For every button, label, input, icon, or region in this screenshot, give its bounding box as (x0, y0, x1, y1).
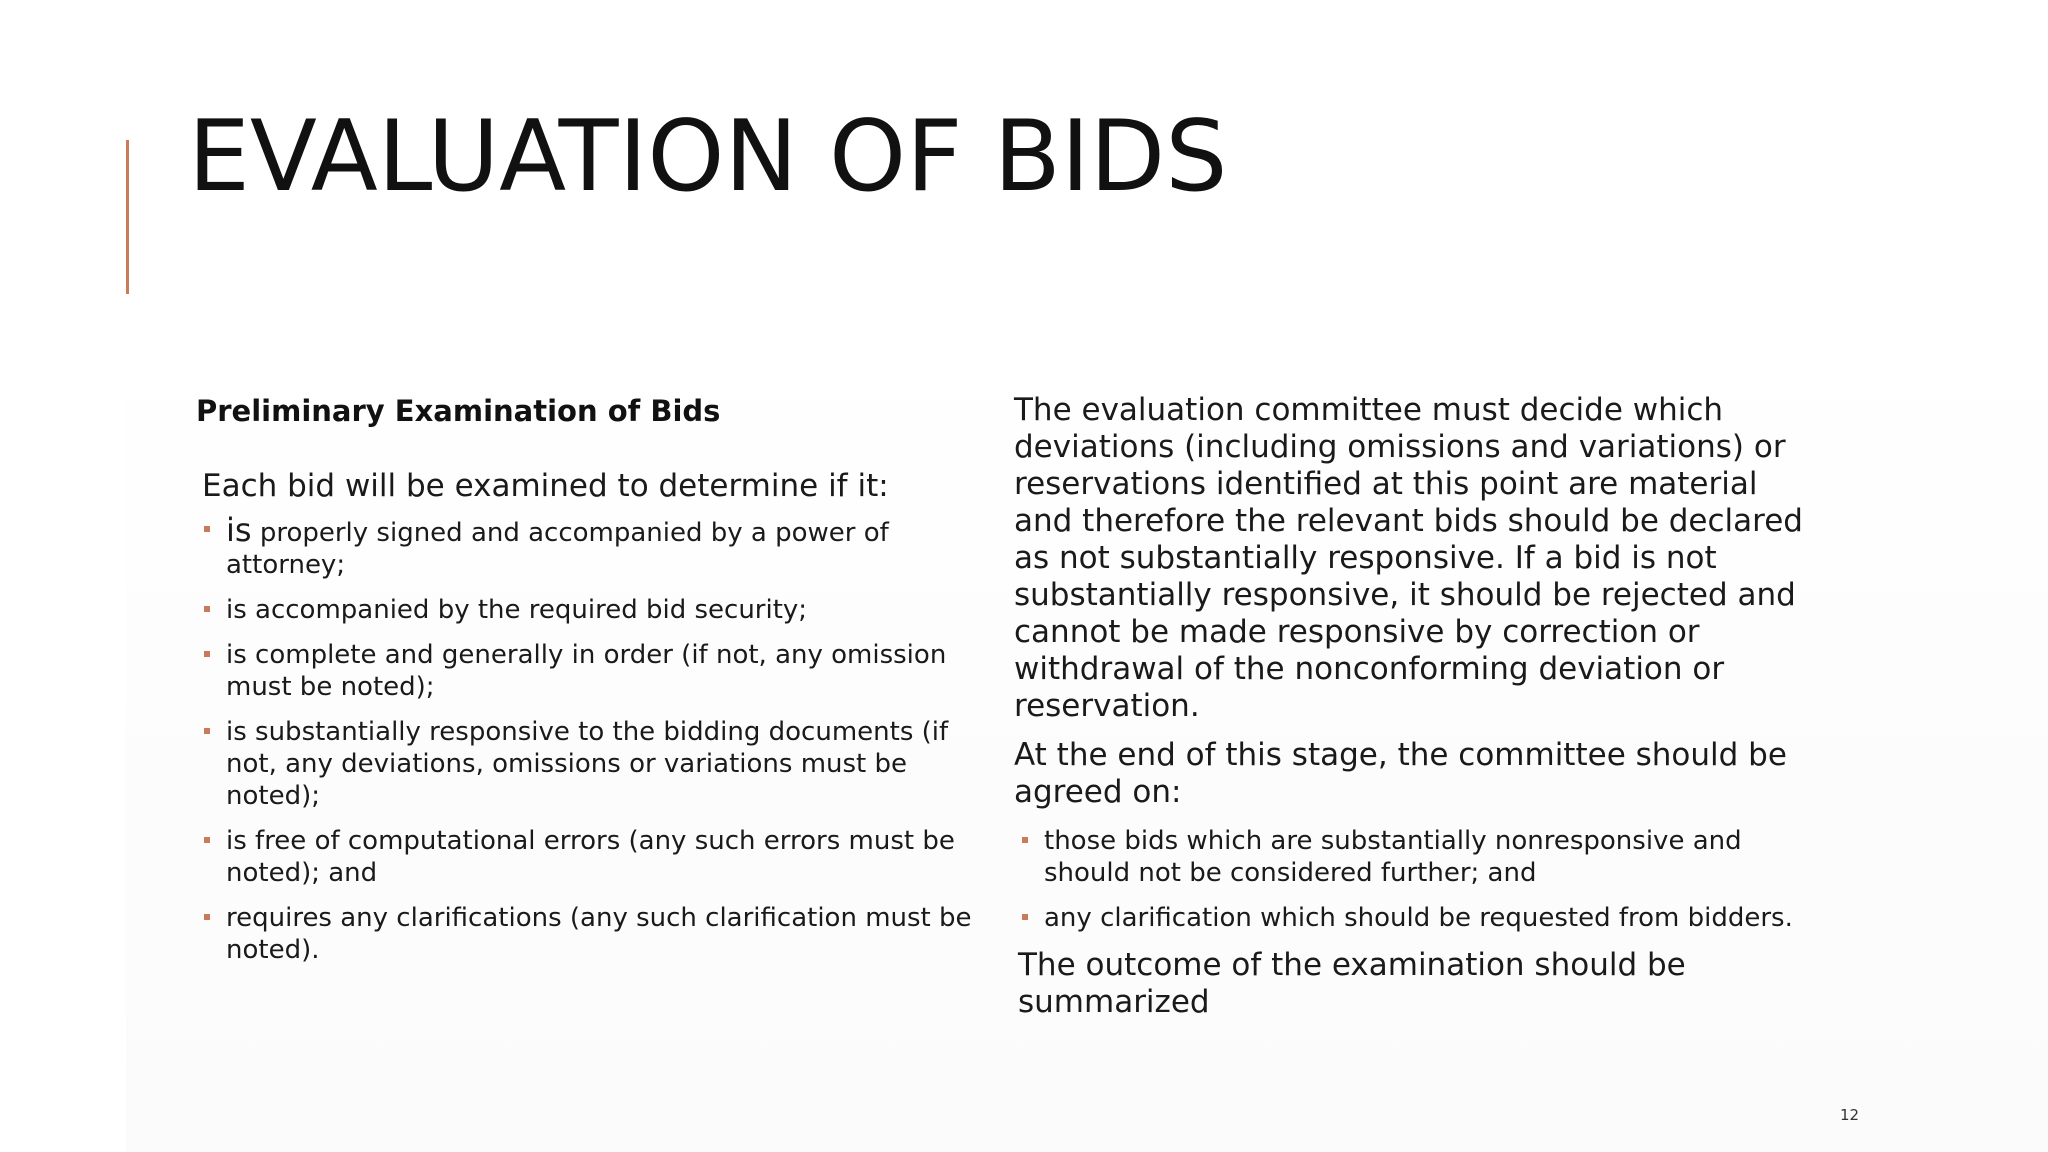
bullet-square-icon (204, 526, 210, 532)
right-column (1014, 392, 1814, 1021)
list-item: requires any clarifications (any such clarification must be noted). (196, 902, 996, 966)
list-item: is complete and generally in order (if not, any omission must be noted); (196, 639, 996, 703)
left-column (196, 394, 996, 979)
bullet-square-icon (1022, 837, 1028, 843)
outcome-paragraph: The outcome of the examination should be summarized (1018, 947, 1686, 1020)
bullet-square-icon (204, 728, 210, 734)
page-number: 12 (1840, 1106, 1860, 1124)
slide-title: EVALUATION OF BIDS (188, 100, 1228, 214)
bullet-square-icon (204, 606, 210, 612)
bullet-square-icon (1022, 914, 1028, 920)
list-item: is accompanied by the required bid security; (196, 594, 996, 626)
criteria-list (196, 511, 996, 966)
committee-paragraph: The evaluation committee must decide which deviations (including omissions and variations) or reservations identified at this point are material and therefore the relevant bids should be declared as not substantially responsive. If a bid is not substantially responsive, it should be rejected and cannot be made responsive by correction or withdrawal of the nonconforming deviation or reservation. (1014, 392, 1803, 724)
list-item: is substantially responsive to the bidding documents (if not, any deviations, omissions or variations must be noted); (196, 716, 996, 812)
bullet-square-icon (204, 837, 210, 843)
list-item: is properly signed and accompanied by a power of attorney; (196, 514, 996, 581)
stage-end-paragraph: At the end of this stage, the committee should be agreed on: (1014, 737, 1787, 810)
section-subheading: Preliminary Examination of Bids (196, 394, 721, 428)
list-item: is free of computational errors (any such errors must be noted); and (196, 825, 996, 889)
bullet-square-icon (204, 651, 210, 657)
list-item: any clarification which should be requested from bidders. (1014, 902, 1814, 934)
agreement-list (1014, 825, 1814, 934)
list-item: those bids which are substantially nonresponsive and should not be considered further; and (1014, 825, 1814, 889)
title-accent-bar (126, 140, 129, 294)
bullet-square-icon (204, 914, 210, 920)
intro-text: Each bid will be examined to determine if it: (202, 468, 889, 504)
